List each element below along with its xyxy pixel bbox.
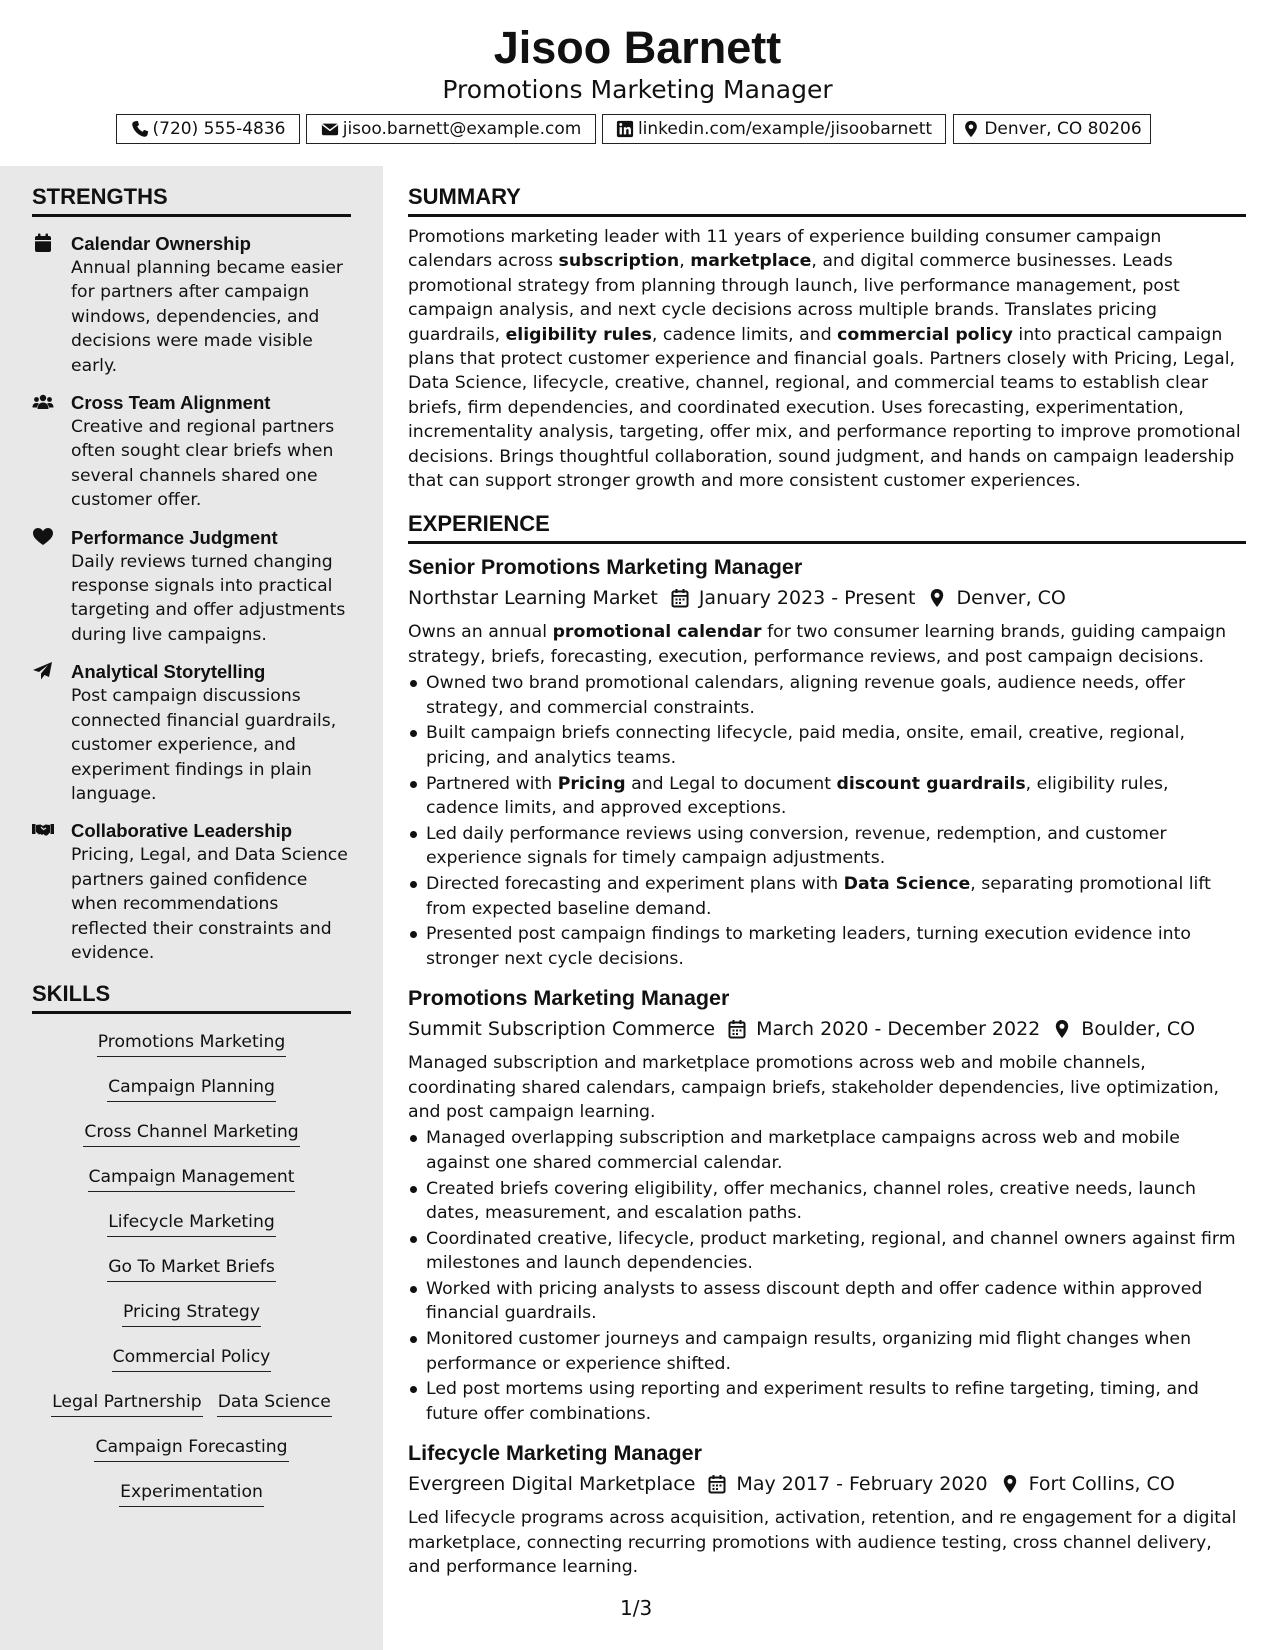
skills-title: SKILLS bbox=[32, 981, 351, 1014]
job-dates: May 2017 - February 2020 bbox=[736, 1473, 988, 1496]
job-location: Fort Collins, CO bbox=[1028, 1473, 1175, 1496]
strength-desc: Post campaign discussions connected financial guardrails, customer experience, and experiment findings in plain language. bbox=[71, 686, 337, 804]
list-item: Managed overlapping subscription and marketplace campaigns across web and mobile against one shared commercial calendar. bbox=[408, 1126, 1246, 1175]
strength-desc: Annual planning became easier for partners after campaign windows, dependencies, and decisions were made visible early. bbox=[71, 258, 343, 376]
handshake-icon bbox=[32, 820, 54, 840]
location-icon bbox=[1052, 1019, 1072, 1039]
sidebar bbox=[0, 166, 383, 1650]
contact-text: (720) 555-4836 bbox=[152, 119, 286, 139]
list-item: Worked with pricing analysts to assess discount depth and offer cadence within approved financial guardrails. bbox=[408, 1277, 1246, 1326]
job-title: Senior Promotions Marketing Manager bbox=[408, 555, 803, 580]
skill-tag: Campaign Forecasting bbox=[94, 1435, 288, 1462]
candidate-name: Jisoo Barnett bbox=[493, 22, 782, 73]
strength-desc: Daily reviews turned changing response signals into practical targeting and offer adjustments during live campaigns. bbox=[71, 551, 346, 645]
job-title: Promotions Marketing Manager bbox=[408, 986, 730, 1011]
contact-linkedin bbox=[602, 114, 946, 144]
strength-title: Analytical Storytelling bbox=[71, 661, 266, 683]
job-meta bbox=[408, 1469, 1246, 1499]
location-icon bbox=[927, 588, 947, 608]
strength-title: Cross Team Alignment bbox=[71, 392, 271, 414]
job-bullets bbox=[408, 671, 1246, 971]
strength-title: Collaborative Leadership bbox=[71, 820, 293, 842]
job-description: Owns an annual promotional calendar for two consumer learning brands, guiding campaign strategy, briefs, forecasting, execution, performance reviews, and post campaign decisions. bbox=[408, 622, 1227, 667]
list-item: Presented post campaign findings to marketing leaders, turning execution evidence into stronger next cycle decisions. bbox=[408, 922, 1246, 971]
job-dates: March 2020 - December 2022 bbox=[756, 1018, 1041, 1041]
paper-plane-icon bbox=[32, 661, 54, 681]
location-icon bbox=[962, 120, 980, 138]
skills-list bbox=[32, 1028, 351, 1507]
contact-text: linkedin.com/example/jisoobarnett bbox=[637, 119, 933, 139]
job-company: Northstar Learning Market bbox=[408, 587, 658, 610]
skill-tag: Go To Market Briefs bbox=[107, 1255, 276, 1282]
summary-title: SUMMARY bbox=[408, 184, 1246, 217]
heart-icon bbox=[32, 527, 54, 547]
job-meta bbox=[408, 583, 1246, 613]
job-description: Led lifecycle programs across acquisition, activation, retention, and re engagement for a digital marketplace, connecting recurring promotions with audience testing, cross channel delivery, and performance learning. bbox=[408, 1508, 1237, 1577]
skill-tag: Data Science bbox=[217, 1390, 332, 1417]
calendar-icon bbox=[727, 1019, 747, 1039]
contact-text: jisoo.barnett@example.com bbox=[342, 119, 582, 139]
list-item: Built campaign briefs connecting lifecycle, paid media, onsite, email, creative, regional, pricing, and analytics teams. bbox=[408, 721, 1246, 770]
job-description: Managed subscription and marketplace promotions across web and mobile channels, coordinating shared calendars, campaign briefs, stakeholder dependencies, live optimization, and post campaign learning. bbox=[408, 1053, 1220, 1122]
job-entry bbox=[408, 552, 1246, 971]
strength-title: Calendar Ownership bbox=[71, 233, 251, 254]
list-item: Monitored customer journeys and campaign results, organizing mid flight changes when performance or experience shifted. bbox=[408, 1327, 1246, 1376]
job-bullets bbox=[408, 1126, 1246, 1426]
skill-tag: Campaign Management bbox=[88, 1165, 296, 1192]
contact-location bbox=[953, 114, 1151, 144]
linkedin-icon bbox=[616, 120, 634, 138]
job-title: Lifecycle Marketing Manager bbox=[408, 1441, 702, 1466]
job-company: Summit Subscription Commerce bbox=[408, 1018, 716, 1041]
list-item: Owned two brand promotional calendars, aligning revenue goals, audience needs, offer strategy, and commercial constraints. bbox=[408, 671, 1246, 720]
summary-text: Promotions marketing leader with 11 years of experience building consumer campaign calendars across subscription, marketplace, and digital commerce businesses. Leads promotional strategy from planning through launch, live performance management, post campaign analysis, and next cycle decisions across multiple brands. Translates pricing guardrails, eligibility rules, cadence limits, and commercial policy into practical campaign plans that protect customer experience and financial goals. Partners closely with Pricing, Legal, Data Science, lifecycle, creative, channel, regional, and commercial teams to establish clear briefs, firm dependencies, and coordinated execution. Uses forecasting, experimentation, incrementality analysis, targeting, offer mix, and performance reporting to improve promotional decisions. Brings thoughtful collaboration, sound judgment, and hands on campaign leadership that can support stronger growth and more consistent customer experiences. bbox=[408, 227, 1241, 492]
job-company: Evergreen Digital Marketplace bbox=[408, 1473, 696, 1496]
list-item: Partnered with Pricing and Legal to document discount guardrails, eligibility rules, cadence limits, and approved exceptions. bbox=[408, 772, 1246, 821]
experience-title: EXPERIENCE bbox=[408, 511, 1246, 544]
list-item: Directed forecasting and experiment plans with Data Science, separating promotional lift from expected baseline demand. bbox=[408, 872, 1246, 921]
page-number: 1/3 bbox=[620, 1596, 653, 1620]
strength-item bbox=[32, 818, 351, 965]
location-icon bbox=[1000, 1474, 1020, 1494]
strength-item bbox=[32, 659, 351, 806]
contact-text: Denver, CO 80206 bbox=[984, 119, 1142, 139]
calendar-icon bbox=[32, 233, 54, 253]
list-item: Led daily performance reviews using conversion, revenue, redemption, and customer experience signals for timely campaign adjustments. bbox=[408, 822, 1246, 871]
job-entry bbox=[408, 983, 1246, 1426]
strength-item bbox=[32, 525, 351, 648]
list-item: Led post mortems using reporting and experiment results to refine targeting, timing, and future offer combinations. bbox=[408, 1377, 1246, 1426]
job-dates: January 2023 - Present bbox=[698, 587, 916, 610]
resume-header bbox=[0, 0, 1275, 166]
calendar-icon bbox=[707, 1474, 727, 1494]
contact-phone bbox=[116, 114, 300, 144]
skill-tag: Lifecycle Marketing bbox=[107, 1210, 276, 1237]
candidate-role: Promotions Marketing Manager bbox=[442, 75, 833, 104]
job-entry bbox=[408, 1438, 1246, 1579]
strength-title: Performance Judgment bbox=[71, 526, 278, 548]
list-item: Created briefs covering eligibility, offer mechanics, channel roles, creative needs, launch dates, measurement, and escalation paths. bbox=[408, 1177, 1246, 1226]
contact-email bbox=[306, 114, 596, 144]
strength-desc: Pricing, Legal, and Data Science partners gained confidence when recommendations reflected their constraints and evidence. bbox=[71, 845, 348, 963]
skill-tag: Promotions Marketing bbox=[97, 1030, 287, 1057]
strength-item bbox=[32, 231, 351, 378]
email-icon bbox=[321, 120, 339, 138]
skill-tag: Commercial Policy bbox=[112, 1345, 272, 1372]
job-meta bbox=[408, 1014, 1246, 1044]
phone-icon bbox=[131, 120, 149, 138]
skill-tag: Cross Channel Marketing bbox=[83, 1120, 299, 1147]
skill-tag: Pricing Strategy bbox=[122, 1300, 261, 1327]
job-location: Boulder, CO bbox=[1081, 1018, 1196, 1041]
contact-bar bbox=[0, 114, 1275, 144]
users-icon bbox=[32, 392, 54, 412]
skill-tag: Legal Partnership bbox=[51, 1390, 203, 1417]
skill-tag: Experimentation bbox=[119, 1480, 264, 1507]
skill-tag: Campaign Planning bbox=[107, 1075, 276, 1102]
strength-desc: Creative and regional partners often sought clear briefs when several channels shared one customer offer. bbox=[71, 417, 335, 511]
calendar-icon bbox=[670, 588, 690, 608]
strength-item bbox=[32, 390, 351, 513]
strengths-title: STRENGTHS bbox=[32, 184, 351, 217]
list-item: Coordinated creative, lifecycle, product marketing, regional, and channel owners against firm milestones and launch dependencies. bbox=[408, 1227, 1246, 1276]
main-content bbox=[383, 166, 1275, 1650]
job-location: Denver, CO bbox=[956, 587, 1066, 610]
